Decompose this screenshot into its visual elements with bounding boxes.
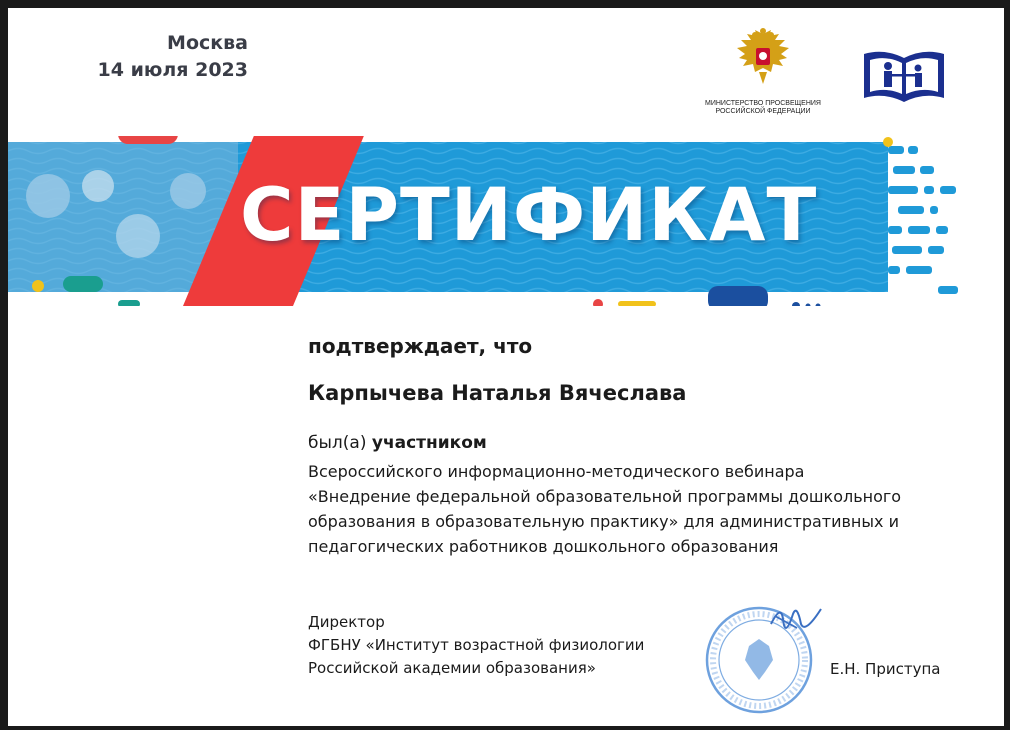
confirms-text: подтверждает, что [308, 334, 533, 358]
signatory-org-line1: ФГБНУ «Институт возрастной физиологии [308, 636, 645, 654]
city: Москва [167, 32, 248, 54]
double-headed-eagle-icon [733, 28, 793, 90]
signatory-block [308, 611, 728, 680]
recipient-name: Карпычева Наталья Вячеслава [308, 381, 687, 405]
signer-name: Е.Н. Приступа [830, 660, 941, 678]
ministry-logo [698, 28, 828, 116]
signatory-org-line2: Российской академии образования» [308, 659, 596, 677]
participation-line [308, 433, 487, 453]
desc-line: «Внедрение федеральной образовательной программы дошкольного [308, 487, 902, 506]
ministry-caption-line2: РОССИЙСКОЙ ФЕДЕРАЦИИ [715, 108, 811, 115]
desc-line: образования в образовательную практику» для административных и [308, 512, 899, 531]
city-date-block [68, 30, 248, 84]
signatory-position: Директор [308, 613, 385, 631]
date: 14 июля 2023 [97, 59, 248, 81]
ministry-caption-line1: МИНИСТЕРСТВО ПРОСВЕЩЕНИЯ [705, 100, 821, 107]
certificate-page [8, 8, 1004, 726]
participant-role: участником [371, 433, 487, 453]
desc-line: педагогических работников дошкольного образования [308, 537, 779, 556]
institute-book-logo-icon [858, 46, 950, 106]
was-prefix: был(а) [308, 433, 367, 453]
ministry-caption [698, 100, 828, 116]
webinar-description [308, 459, 968, 559]
official-seal-icon [701, 594, 841, 724]
desc-line: Всероссийского информационно-методического вебинара [308, 462, 805, 481]
certificate-title: СЕРТИФИКАТ [240, 173, 818, 258]
